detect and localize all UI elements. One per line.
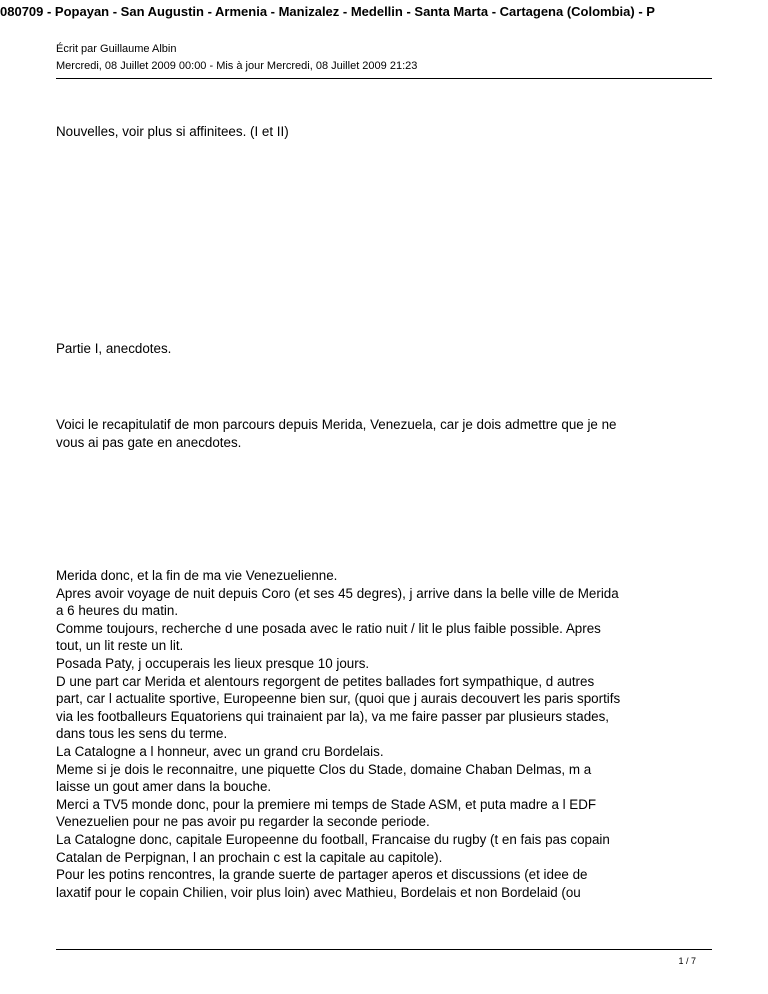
- summary-paragraph: Voici le recapitulatif de mon parcours depuis Merida, Venezuela, car je dois admettre que je ne vous ai pas gate en anecdotes.: [56, 417, 617, 450]
- author-line: Écrit par Guillaume Albin: [56, 43, 177, 55]
- section-heading-paragraph: Partie I, anecdotes.: [56, 341, 172, 356]
- merida-paragraph: Merida donc, et la fin de ma vie Venezuelienne. Apres avoir voyage de nuit depuis Coro (et ses 45 degres), j arrive dans la belle ville de Merida a 6 heures du matin. Comme toujours, recherche d une posada avec le ratio nuit / lit le plus faible possible. Apres tout, un lit reste un lit. Posada Paty, j occuperais les lieux presque 10 jours. D une part car Merida et alentours regorgent de petites ballades fort sympathique, d autres part, car l actualite sportive, Europeenne bien sur, (quoi que j aurais decouvert les paris sportifs via les footballeurs Equatoriens qui trainaient par la), va me faire passer par plusieurs stades, dans tous les sens du terme. La Catalogne a l honneur, avec un grand cru Bordelais. Meme si je dois le reconnaitre, une piquette Clos du Stade, domaine Chaban Delmas, m a laisse un gout amer dans la bouche. Merci a TV5 monde donc, pour la premiere mi temps de Stade ASM, et puta madre a l EDF Venezuelien pour ne pas avoir pu regarder la seconde periode. La Catalogne donc, capitale Europeenne du football, Francaise du rugby (t en fais pas copain Catalan de Perpignan, l an prochain c est la capitale au capitole). Pour les potins rencontres, la grande suerte de partager aperos et discussions (et idee de laxatif pour le copain Chilien, voir plus loin) avec Mathieu, Bordelais et non Bordelaid (ou: [56, 568, 621, 900]
- intro-paragraph: Nouvelles, voir plus si affinitees. (I et II): [56, 124, 289, 139]
- date-line: Mercredi, 08 Juillet 2009 00:00 - Mis à jour Mercredi, 08 Juillet 2009 21:23: [56, 60, 418, 72]
- page-number: 1 / 7: [678, 956, 696, 966]
- page-title: 080709 - Popayan - San Augustin - Armenia - Manizalez - Medellin - Santa Marta - Cartagena (Colombia) - P: [0, 4, 655, 19]
- header-divider: [56, 78, 712, 79]
- footer-divider: [56, 949, 712, 950]
